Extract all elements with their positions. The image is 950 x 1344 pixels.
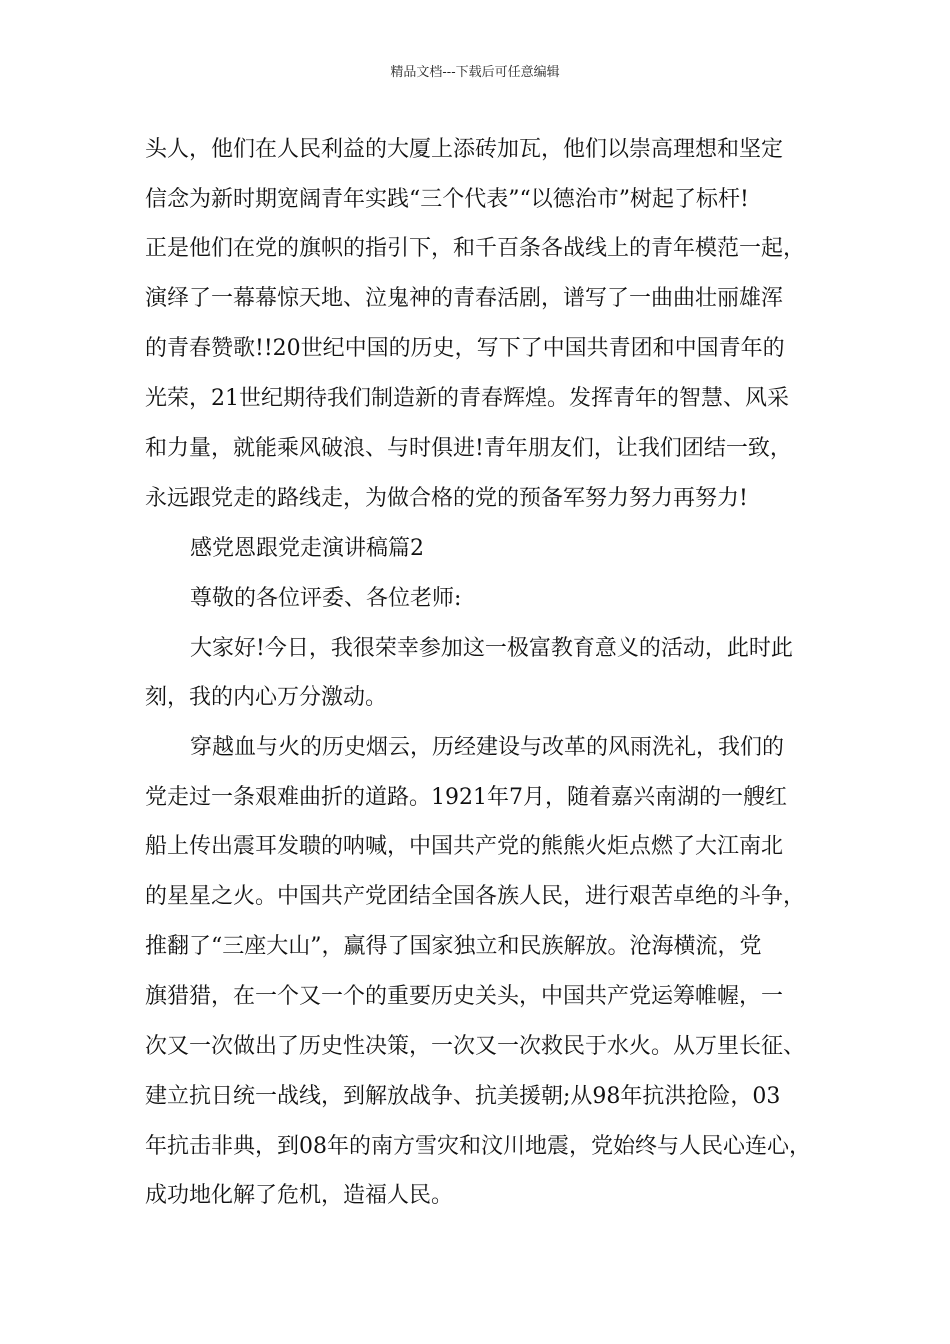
paragraph-line: 正是他们在党的旗帜的指引下，和千百条各战线上的青年模范一起，	[145, 236, 806, 261]
paragraph-line: 头人，他们在人民利益的大厦上添砖加瓦，他们以崇高理想和坚定	[145, 137, 784, 162]
paragraph-line: 推翻了“三座大山”，赢得了国家独立和民族解放。沧海横流，党	[145, 934, 762, 959]
paragraph-line: 党走过一条艰难曲折的道路。1921年7月，随着嘉兴南湖的一艘红	[145, 785, 787, 810]
paragraph-line: 次又一次做出了历史性决策，一次又一次救民于水火。从万里长征、	[145, 1034, 806, 1059]
paragraph-line: 成功地化解了危机，造福人民。	[145, 1183, 454, 1208]
paragraph-line: 光荣，21世纪期待我们制造新的青春辉煌。发挥青年的智慧、风采	[145, 386, 789, 411]
paragraph-line: 年抗击非典，到08年的南方雪灾和汶川地震，党始终与人民心连心，	[145, 1134, 811, 1159]
paragraph-line: 船上传出震耳发聩的呐喊，中国共产党的熊熊火炬点燃了大江南北	[145, 834, 784, 859]
paragraph-line: 建立抗日统一战线，到解放战争、抗美援朝;从98年抗洪抢险，03	[145, 1084, 781, 1109]
paragraph-line: 刻，我的内心万分激动。	[145, 685, 388, 710]
paragraph-line: 穿越血与火的历史烟云，历经建设与改革的风雨洗礼，我们的	[190, 735, 785, 760]
paragraph-line: 大家好!今日，我很荣幸参加这一极富教育意义的活动，此时此	[190, 636, 793, 661]
paragraph-line: 永远跟党走的路线走，为做合格的党的预备军努力努力再努力!	[145, 486, 748, 511]
salutation: 尊敬的各位评委、各位老师:	[190, 586, 462, 611]
paragraph-line: 的星星之火。中国共产党团结全国各族人民，进行艰苦卓绝的斗争，	[145, 884, 806, 909]
paragraph-line: 演绎了一幕幕惊天地、泣鬼神的青春活剧，谱写了一曲曲壮丽雄浑	[145, 286, 784, 311]
paragraph-line: 的青春赞歌!!20世纪中国的历史，写下了中国共青团和中国青年的	[145, 336, 785, 361]
paragraph-line: 信念为新时期宽阔青年实践“三个代表”“以德治市”树起了标杆!	[145, 187, 749, 212]
section-title: 感党恩跟党走演讲稿篇2	[190, 536, 424, 561]
page-header: 精品文档---下载后可任意编辑	[390, 65, 560, 80]
paragraph-line: 旗猎猎，在一个又一个的重要历史关头，中国共产党运筹帷幄，一	[145, 984, 784, 1009]
paragraph-line: 和力量，就能乘风破浪、与时俱进!青年朋友们，让我们团结一致，	[145, 436, 792, 461]
